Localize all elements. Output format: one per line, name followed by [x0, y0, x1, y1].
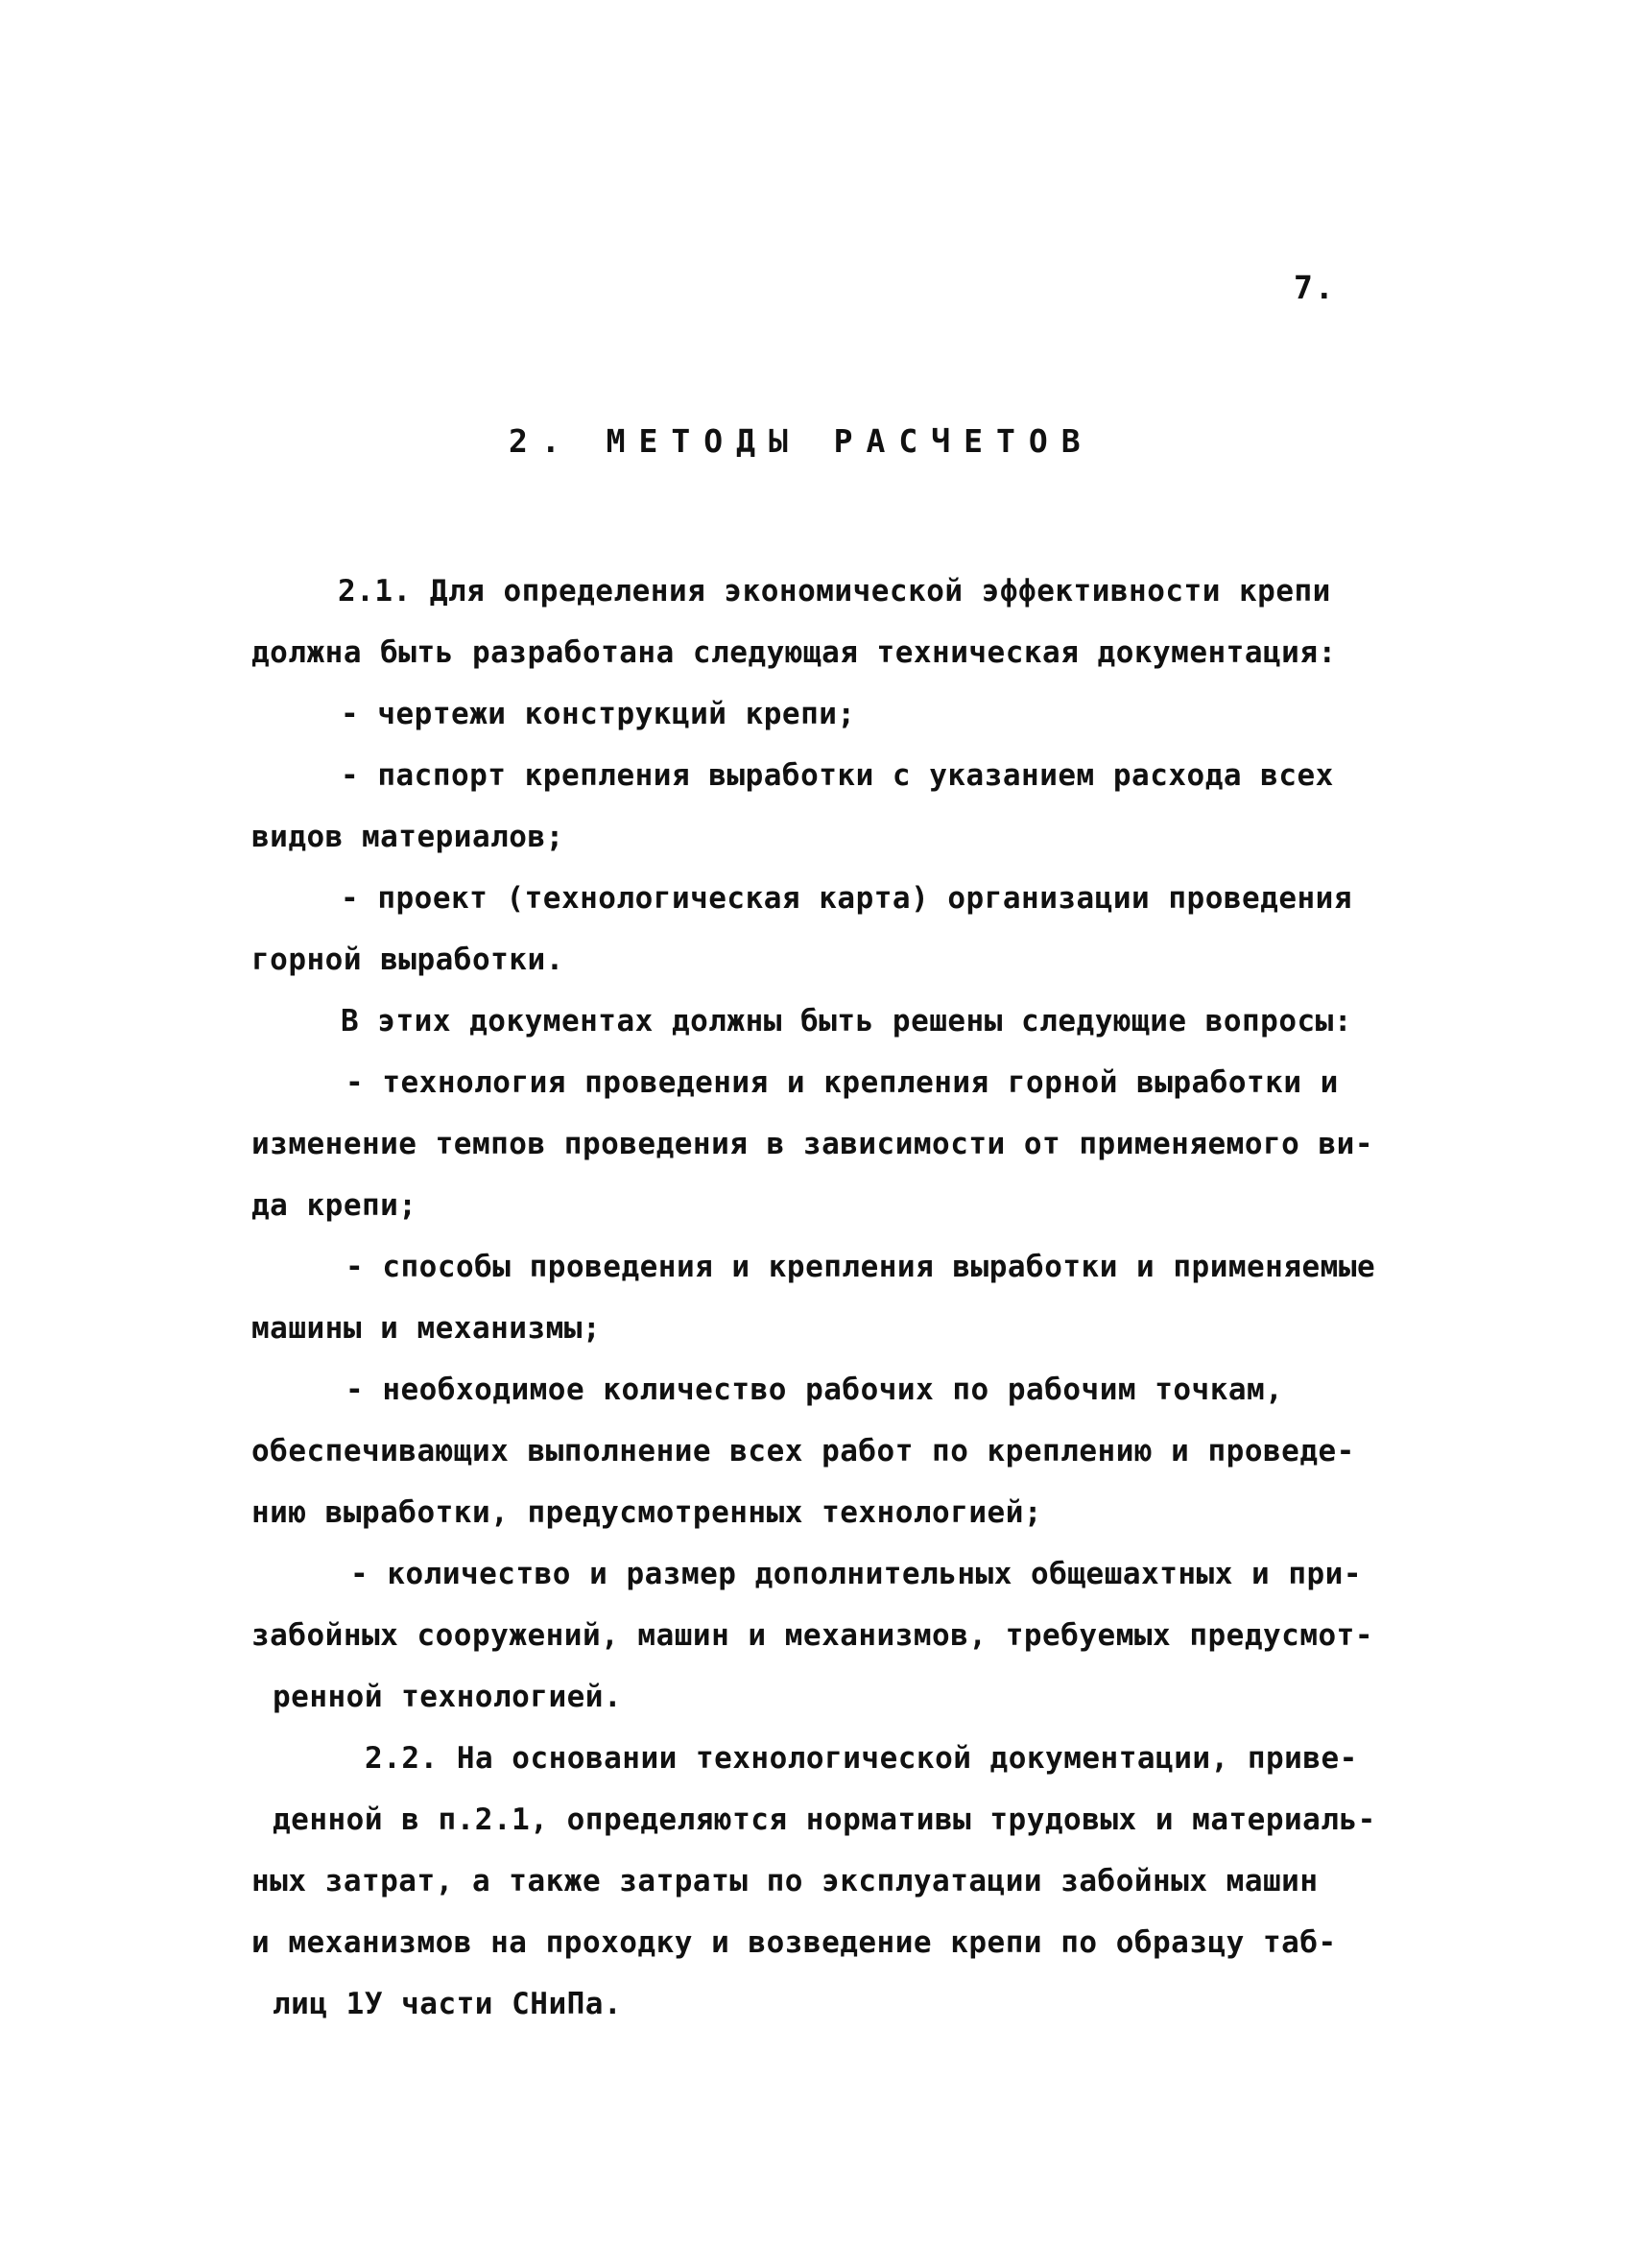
text-line: должна быть разработана следующая техническая документация: — [251, 635, 1337, 670]
text-line: - способы проведения и крепления выработки и применяемые — [345, 1250, 1376, 1284]
text-line: да крепи; — [251, 1188, 417, 1223]
section-heading: 2. МЕТОДЫ РАСЧЕТОВ — [509, 422, 1094, 460]
text-line: ных затрат, а также затраты по эксплуатации забойных машин — [251, 1864, 1319, 1898]
text-line: - проект (технологическая карта) организации проведения — [341, 881, 1352, 916]
text-line: и механизмов на проходку и возведение крепи по образцу таб- — [251, 1925, 1337, 1960]
text-line: денной в п.2.1, определяются нормативы трудовых и материаль- — [273, 1802, 1376, 1837]
text-line: горной выработки. — [251, 943, 564, 977]
page-number: 7. — [1294, 269, 1336, 306]
text-line: ренной технологией. — [273, 1680, 623, 1714]
text-line: 2.2. На основании технологической документации, приве- — [365, 1741, 1358, 1776]
text-line: забойных сооружений, машин и механизмов, требуемых предусмот- — [251, 1618, 1373, 1653]
text-line: изменение темпов проведения в зависимости от применяемого ви- — [251, 1127, 1373, 1161]
text-line: обеспечивающих выполнение всех работ по креплению и проведе- — [251, 1434, 1355, 1468]
text-line: лиц 1У части СНиПа. — [273, 1987, 623, 2021]
text-line: 2.1. Для определения экономической эффективности крепи — [338, 574, 1331, 609]
text-line: - количество и размер дополнительных общешахтных и при- — [350, 1557, 1362, 1591]
text-line: - технология проведения и крепления горной выработки и — [345, 1065, 1339, 1100]
text-line: В этих документах должны быть решены следующие вопросы: — [341, 1004, 1352, 1039]
text-line: - необходимое количество рабочих по рабочим точкам, — [345, 1373, 1284, 1407]
text-line: нию выработки, предусмотренных технологией; — [251, 1495, 1043, 1530]
text-line: машины и механизмы; — [251, 1311, 602, 1346]
text-line: видов материалов; — [251, 820, 564, 854]
text-line: - паспорт крепления выработки с указанием расхода всех — [341, 758, 1334, 793]
text-line: - чертежи конструкций крепи; — [341, 697, 856, 731]
